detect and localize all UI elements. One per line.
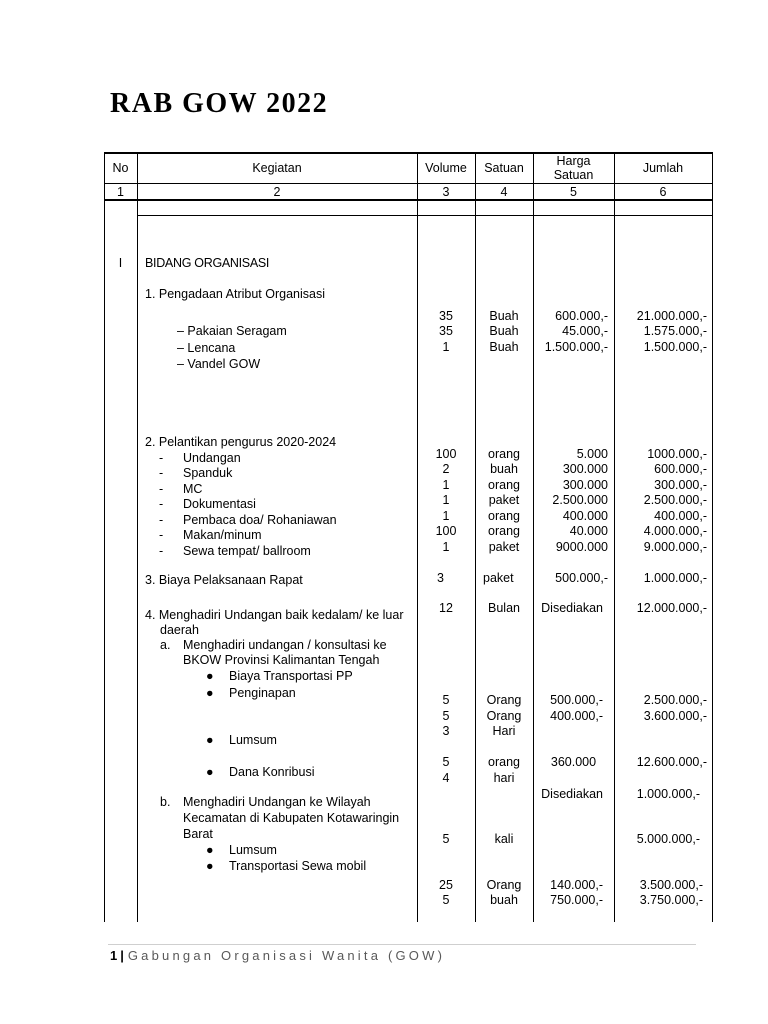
bullet-item: Lumsum (229, 733, 277, 747)
jumlah-cell: 3.500.000,- (639, 878, 703, 892)
footer-divider (108, 944, 696, 945)
bullet-item: Transportasi Sewa mobil (229, 859, 367, 873)
bullet-marker: ● (206, 859, 214, 873)
satuan-cell: buah (490, 893, 518, 907)
jumlah-cell: 1.500.000,- (643, 340, 707, 354)
harga-cell: 45.000,- (562, 324, 608, 338)
harga-cell: 400.000,- (550, 709, 603, 723)
harga-cell: 300.000 (562, 478, 608, 492)
bullet-marker: ● (206, 686, 214, 700)
header-harga-line2: Satuan (553, 167, 594, 182)
volume-cell: 5 (442, 693, 450, 707)
volume-cell: 1 (442, 340, 450, 354)
harga-cell: 40.000 (569, 524, 608, 538)
harga-cell: 300.000 (562, 462, 608, 476)
header-volume: Volume (425, 160, 467, 175)
item-2-sub: Sewa tempat/ ballroom (183, 544, 311, 558)
dash-marker: - (159, 497, 164, 511)
volume-cell: 5 (442, 832, 450, 846)
volume-cell: 5 (442, 755, 450, 769)
col-number-6: 6 (659, 185, 667, 199)
jumlah-cell: 12.600.000,- (636, 755, 707, 769)
volume-cell: 35 (439, 324, 453, 338)
item-2-sub: Spanduk (183, 466, 233, 480)
volume-cell: 1 (442, 493, 450, 507)
item-2-sub: Makan/minum (183, 528, 262, 542)
satuan-cell: Bulan (488, 601, 520, 615)
page-number: 1 (110, 948, 119, 963)
volume-cell: 5 (442, 893, 450, 907)
jumlah-cell: 12.000.000,- (636, 601, 707, 615)
satuan-cell: hari (493, 771, 515, 785)
bullet-marker: ● (206, 843, 214, 857)
jumlah-cell: 3.750.000,- (639, 893, 703, 907)
volume-cell: 1 (442, 509, 450, 523)
volume-cell: 3 (442, 724, 450, 738)
dash-marker: - (159, 466, 164, 480)
satuan-cell: Buah (489, 340, 519, 354)
item-1-sub: – Vandel GOW (177, 357, 261, 371)
jumlah-cell: 400.000,- (654, 509, 707, 523)
sub-b-text: Kecamatan di Kabupaten Kotawaringin (183, 811, 400, 825)
col-number-5: 5 (570, 185, 577, 199)
jumlah-cell: 5.000.000,- (636, 832, 700, 846)
harga-cell: 400.000 (562, 509, 608, 523)
bullet-marker: ● (206, 765, 214, 779)
footer-separator: | (120, 948, 124, 963)
harga-cell: 750.000,- (550, 893, 603, 907)
harga-cell: Disediakan (541, 601, 603, 615)
jumlah-cell: 600.000,- (654, 462, 707, 476)
harga-cell: 360.000 (550, 755, 597, 769)
volume-cell: 25 (439, 878, 453, 892)
header-satuan: Satuan (484, 160, 524, 175)
bullet-item: Lumsum (229, 843, 277, 857)
item-2-sub: Dokumentasi (183, 497, 256, 511)
harga-cell: 500.000,- (555, 571, 608, 585)
page-footer (110, 948, 445, 963)
col-number-2: 2 (273, 185, 281, 199)
header-harga-satuan (533, 152, 614, 183)
col-number-1: 1 (117, 185, 124, 199)
dash-marker: - (159, 451, 164, 465)
item-1-sub: – Lencana (177, 341, 236, 355)
sub-b-text: Menghadiri Undangan ke Wilayah (183, 795, 371, 809)
jumlah-cell: 1.575.000,- (643, 324, 707, 338)
sub-a-letter: a. (160, 638, 171, 652)
satuan-cell: Buah (489, 309, 519, 323)
bullet-item: Dana Konribusi (229, 765, 315, 779)
section-roman: I (118, 256, 123, 270)
header-no: No (112, 160, 129, 175)
col-number-4: 4 (500, 185, 508, 199)
section-title: BIDANG ORGANISASI (145, 256, 270, 270)
volume-cell: 1 (442, 540, 450, 554)
satuan-cell: orang (488, 447, 520, 461)
satuan-cell: kali (494, 832, 514, 846)
harga-cell: Disediakan (541, 787, 603, 801)
harga-cell: 2.500.000 (552, 493, 608, 507)
item-2-label: 2. Pelantikan pengurus 2020-2024 (145, 435, 337, 449)
satuan-cell: Orang (486, 709, 522, 723)
jumlah-cell: 4.000.000,- (643, 524, 707, 538)
jumlah-cell: 9.000.000,- (643, 540, 707, 554)
header-harga-line1: Harga (556, 153, 591, 168)
dash-marker: - (159, 528, 164, 542)
harga-cell: 500.000,- (550, 693, 603, 707)
item-2-sub: Pembaca doa/ Rohaniawan (183, 513, 337, 527)
volume-cell: 35 (439, 309, 453, 323)
harga-cell: 600.000,- (555, 309, 608, 323)
jumlah-cell: 1.000.000,- (643, 571, 707, 585)
header-jumlah: Jumlah (642, 160, 684, 175)
harga-cell: 9000.000 (555, 540, 608, 554)
bullet-marker: ● (206, 733, 214, 747)
volume-cell: 3 (437, 571, 444, 585)
satuan-cell: buah (490, 462, 518, 476)
harga-cell: 140.000,- (550, 878, 603, 892)
header-kegiatan: Kegiatan (252, 160, 302, 175)
volume-cell: 1 (442, 478, 450, 492)
bullet-item: Biaya Transportasi PP (229, 669, 353, 683)
sub-a-text: Menghadiri undangan / konsultasi ke (183, 638, 387, 652)
satuan-cell: Orang (486, 878, 522, 892)
volume-cell: 4 (442, 771, 450, 785)
item-4-label: 4. Menghadiri Undangan baik kedalam/ ke luar (145, 608, 404, 622)
satuan-cell: orang (488, 509, 520, 523)
item-2-sub: MC (183, 482, 203, 496)
sub-a-text: BKOW Provinsi Kalimantan Tengah (183, 653, 380, 667)
volume-cell: 5 (442, 709, 450, 723)
satuan-cell: orang (488, 524, 520, 538)
item-1-sub: – Pakaian Seragam (177, 324, 287, 338)
sub-b-text: Barat (183, 827, 213, 841)
volume-cell: 100 (435, 524, 457, 538)
dash-marker: - (159, 482, 164, 496)
item-2-sub: Undangan (183, 451, 241, 465)
jumlah-cell: 2.500.000,- (643, 693, 707, 707)
satuan-cell: orang (488, 755, 520, 769)
jumlah-cell: 2.500.000,- (643, 493, 707, 507)
document-title: RAB GOW 2022 (110, 88, 329, 119)
item-3-label: 3. Biaya Pelaksanaan Rapat (145, 573, 303, 587)
satuan-cell: Buah (489, 324, 519, 338)
jumlah-cell: 1000.000,- (647, 447, 707, 461)
satuan-cell: Orang (486, 693, 522, 707)
item-4-label-cont: daerah (160, 623, 199, 637)
satuan-cell: paket (488, 493, 520, 507)
satuan-cell: paket (483, 571, 514, 585)
volume-cell: 100 (435, 447, 457, 461)
jumlah-cell: 3.600.000,- (643, 709, 707, 723)
volume-cell: 12 (439, 601, 453, 615)
jumlah-cell: 21.000.000,- (636, 309, 707, 323)
satuan-cell: orang (488, 478, 520, 492)
jumlah-cell: 1.000.000,- (636, 787, 700, 801)
bullet-item: Penginapan (229, 686, 296, 700)
col-number-3: 3 (442, 185, 450, 199)
dash-marker: - (159, 544, 164, 558)
harga-cell: 1.500.000,- (544, 340, 608, 354)
satuan-cell: paket (488, 540, 520, 554)
sub-b-letter: b. (160, 795, 171, 809)
bullet-marker: ● (206, 669, 214, 683)
dash-marker: - (159, 513, 164, 527)
item-1-label: 1. Pengadaan Atribut Organisasi (145, 287, 325, 301)
volume-cell: 2 (442, 462, 450, 476)
footer-organization: Gabungan Organisasi Wanita (GOW) (127, 948, 446, 963)
jumlah-cell: 300.000,- (654, 478, 707, 492)
satuan-cell: Hari (492, 724, 516, 738)
harga-cell: 5.000 (576, 447, 608, 461)
